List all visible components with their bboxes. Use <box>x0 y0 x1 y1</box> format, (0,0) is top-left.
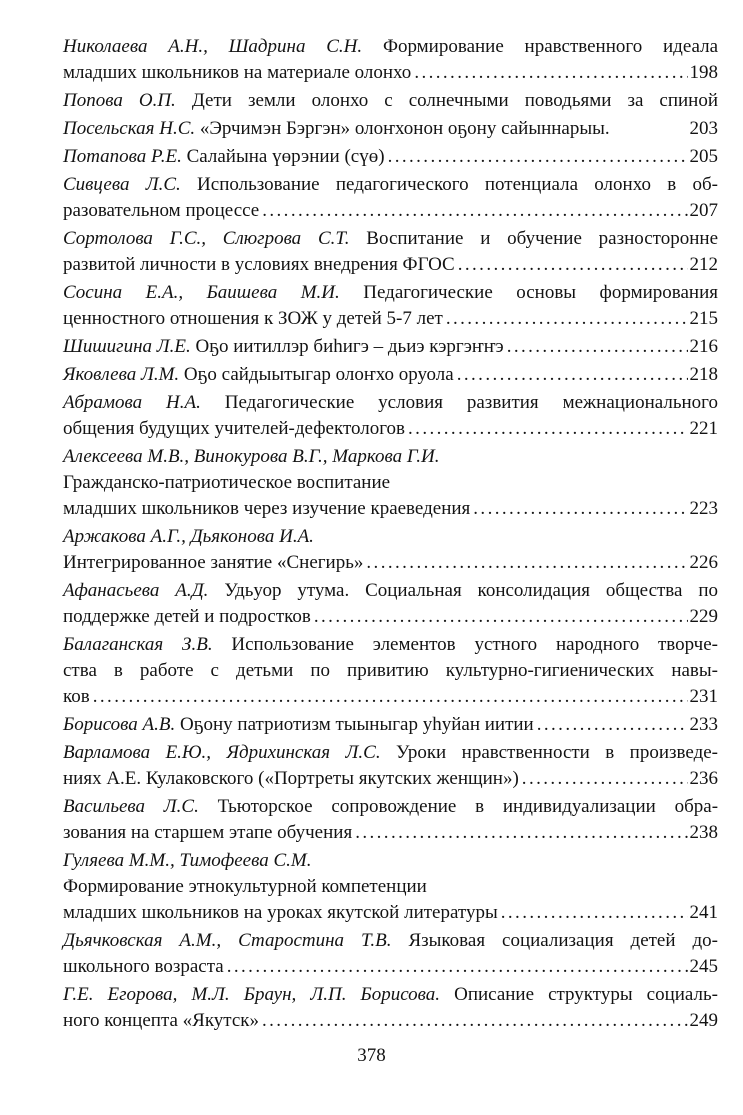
entry-page-number: 223 <box>689 498 718 519</box>
dot-leader <box>458 252 688 278</box>
entry-title: зования на старшем этапе обучения <box>63 822 353 843</box>
toc-line <box>63 1008 718 1034</box>
toc-line <box>63 144 718 170</box>
entry-text <box>63 116 610 142</box>
entry-text <box>63 1008 259 1034</box>
entry-author: Посельская Н.С. <box>63 118 196 139</box>
entry-author: Попова О.П. <box>63 90 176 111</box>
entry-author: Сивцева Л.С. <box>63 174 181 195</box>
toc-line <box>63 116 718 142</box>
entry-title: Формирование нравственного идеала <box>382 36 718 57</box>
entry-title: Гражданско-патриотическое воспитание <box>63 472 391 493</box>
entry-author: Г.Е. Егорова, М.Л. Браун, Л.П. Борисова. <box>63 984 441 1005</box>
toc-line <box>63 820 718 846</box>
entry-title: Использование элементов устного народного творче- <box>231 634 718 655</box>
toc-line <box>63 604 718 630</box>
toc-line <box>63 34 718 60</box>
toc-line <box>63 444 718 470</box>
toc-line <box>63 198 718 224</box>
dot-leader <box>93 684 688 710</box>
entry-page-number: 205 <box>689 146 718 167</box>
entry-title: Педагогические основы формирования <box>363 282 718 303</box>
entry-title: Формирование этнокультурной компетенции <box>63 876 427 897</box>
entry-title: общения будущих учителей-дефектологов <box>63 418 406 439</box>
entry-title: младших школьников на уроках якутской литературы <box>63 902 498 923</box>
entry-text <box>63 766 519 792</box>
toc-line <box>63 900 718 926</box>
toc-line <box>63 496 718 522</box>
entry-author: Николаева А.Н., Шадрина С.Н. <box>63 36 363 57</box>
toc-line <box>63 848 718 874</box>
dot-leader <box>537 712 688 738</box>
entry-author: Абрамова Н.А. <box>63 392 201 413</box>
entry-title: ков <box>63 686 90 707</box>
dot-leader <box>414 60 687 86</box>
entry-title: ценностного отношения к ЗОЖ у детей 5-7 лет <box>63 308 443 329</box>
toc-line <box>63 88 718 114</box>
toc-entry <box>63 88 718 114</box>
entry-page-number: 207 <box>689 200 718 221</box>
entry-page-number: 215 <box>689 308 718 329</box>
entry-author: Борисова А.В. <box>63 714 176 735</box>
toc-line <box>63 60 718 86</box>
entry-title: Педагогические условия развития межнационального <box>224 392 718 413</box>
entry-page-number: 236 <box>689 768 718 789</box>
entry-title: ства в работе с детьми по привитию культурно-гигиенических навы- <box>63 660 718 681</box>
entry-title: развитой личности в условиях внедрения ФГОС <box>63 254 455 275</box>
entry-author: Балаганская З.В. <box>63 634 213 655</box>
toc-line <box>63 334 718 360</box>
entry-page-number: 231 <box>689 686 718 707</box>
entry-page-number: 221 <box>689 418 718 439</box>
entry-title: Уроки нравственности в произведе- <box>396 742 718 763</box>
entry-author: Яковлева Л.М. <box>63 364 180 385</box>
toc-line <box>63 658 718 684</box>
entry-title: младших школьников через изучение краеведения <box>63 498 471 519</box>
toc-line <box>63 306 718 332</box>
entry-title: Воспитание и обучение разносторонне <box>366 228 718 249</box>
entry-author: Дьячковская А.М., Старостина Т.В. <box>63 930 392 951</box>
entry-text <box>63 306 443 332</box>
entry-author: Сосина Е.А., Баишева М.И. <box>63 282 340 303</box>
toc-entry <box>63 172 718 224</box>
entry-text <box>63 198 259 224</box>
leader-spacer <box>610 116 690 142</box>
dot-leader <box>388 144 688 170</box>
toc-entry <box>63 280 718 332</box>
dot-leader <box>507 334 688 360</box>
dot-leader <box>262 1008 688 1034</box>
toc-line <box>63 766 718 792</box>
entry-author: Потапова Р.Е. <box>63 146 182 167</box>
entry-title: поддержке детей и подростков <box>63 606 311 627</box>
entry-text <box>63 820 352 846</box>
entry-author: Афанасьева А.Д. <box>63 580 209 601</box>
entry-page-number: 226 <box>689 552 718 573</box>
entry-title: Оҕо иитиллэр биһигэ – дьиэ кэргэҥҥэ <box>195 336 504 357</box>
dot-leader <box>314 604 688 630</box>
entry-text <box>63 144 385 170</box>
toc-line <box>63 550 718 576</box>
entry-page-number: 203 <box>689 118 718 139</box>
dot-leader <box>366 550 687 576</box>
toc-entry <box>63 34 718 86</box>
toc-entry <box>63 144 718 170</box>
toc-entry <box>63 794 718 846</box>
entry-page-number: 249 <box>689 1010 718 1031</box>
entry-page-number: 212 <box>689 254 718 275</box>
entry-author: Шишигина Л.Е. <box>63 336 191 357</box>
toc-entry <box>63 524 718 576</box>
entry-text <box>63 604 311 630</box>
toc-line <box>63 684 718 710</box>
toc-line <box>63 226 718 252</box>
toc-line <box>63 280 718 306</box>
entry-title: Удьуор утума. Социальная консолидация общества по <box>224 580 719 601</box>
toc-entry <box>63 848 718 926</box>
entry-title: разовательном процессе <box>63 200 260 221</box>
entry-text <box>63 496 470 522</box>
entry-page-number: 218 <box>689 364 718 385</box>
entry-page-number: 216 <box>689 336 718 357</box>
entry-text <box>63 334 504 360</box>
entry-author: Сортолова Г.С., Слюгрова С.Т. <box>63 228 350 249</box>
entry-text <box>63 684 90 710</box>
toc-line <box>63 632 718 658</box>
toc-line <box>63 390 718 416</box>
toc-line <box>63 982 718 1008</box>
toc-line <box>63 416 718 442</box>
toc-line <box>63 954 718 980</box>
entry-text <box>63 416 405 442</box>
entry-title: Описание структуры социаль- <box>454 984 718 1005</box>
entry-title: «Эрчимэн Бэргэн» олоҥхонон оҕону сайыннарыы. <box>199 118 610 139</box>
entry-page-number: 238 <box>689 822 718 843</box>
dot-leader <box>227 954 688 980</box>
entry-title: ниях А.Е. Кулаковского («Портреты якутских женщин») <box>63 768 519 789</box>
entry-title: Оҕо сайдыытыгар олоҥхо оруола <box>183 364 454 385</box>
toc-entry <box>63 632 718 710</box>
dot-leader <box>262 198 687 224</box>
entry-page-number: 198 <box>689 62 718 83</box>
toc-line <box>63 524 718 550</box>
entry-title: Тьюторское сопровождение в индивидуализации обра- <box>217 796 719 817</box>
entry-text <box>63 712 534 738</box>
entry-author: Аржакова А.Г., Дьяконова И.А. <box>63 526 314 547</box>
dot-leader <box>522 766 688 792</box>
toc-line <box>63 928 718 954</box>
entry-title: младших школьников на материале олонхо <box>63 62 412 83</box>
entry-author: Гуляева М.М., Тимофеева С.М. <box>63 850 312 871</box>
toc-line <box>63 578 718 604</box>
entry-page-number: 233 <box>689 714 718 735</box>
entry-title: Использование педагогического потенциала олонхо в об- <box>197 174 718 195</box>
entry-page-number: 229 <box>689 606 718 627</box>
entry-title: Дети земли олонхо с солнечными поводьями за спиной <box>191 90 719 111</box>
toc-entry <box>63 390 718 442</box>
dot-leader <box>355 820 687 846</box>
page-footer <box>0 1043 743 1069</box>
toc-line <box>63 470 718 496</box>
dot-leader <box>408 416 687 442</box>
toc-entry <box>63 362 718 388</box>
dot-leader <box>457 362 688 388</box>
toc-entry <box>63 334 718 360</box>
entry-title: Салайына үөрэнии (сүө) <box>186 146 385 167</box>
toc-line <box>63 794 718 820</box>
entry-text <box>63 550 363 576</box>
toc-entry <box>63 226 718 278</box>
toc-line <box>63 712 718 738</box>
entry-title: Оҕону патриотизм тыыныгар уһуйан иитии <box>180 714 534 735</box>
page-number-footer: 378 <box>357 1045 386 1066</box>
toc-entry <box>63 982 718 1034</box>
entry-author: Васильева Л.С. <box>63 796 199 817</box>
entry-text <box>63 954 224 980</box>
toc-line <box>63 252 718 278</box>
entry-title: ного концепта «Якутск» <box>63 1010 259 1031</box>
toc-line <box>63 172 718 198</box>
toc-entry <box>63 578 718 630</box>
dot-leader <box>473 496 687 522</box>
toc-line <box>63 740 718 766</box>
entry-title: школьного возраста <box>63 956 224 977</box>
toc-entry <box>63 928 718 980</box>
entry-author: Алексеева М.В., Винокурова В.Г., Маркова Г.И. <box>63 446 440 467</box>
toc-entry <box>63 740 718 792</box>
entry-author: Варламова Е.Ю., Ядрихинская Л.С. <box>63 742 381 763</box>
toc-line <box>63 362 718 388</box>
entry-title: Интегрированное занятие «Снегирь» <box>63 552 364 573</box>
entry-title: Языковая социализация детей до- <box>408 930 718 951</box>
toc-line <box>63 874 718 900</box>
entry-text <box>63 252 455 278</box>
dot-leader <box>446 306 688 332</box>
toc-entry <box>63 712 718 738</box>
dot-leader <box>501 900 688 926</box>
entry-text <box>63 900 498 926</box>
toc-entry <box>63 116 718 142</box>
entry-text <box>63 60 411 86</box>
entry-text <box>63 362 454 388</box>
entry-page-number: 245 <box>689 956 718 977</box>
entry-page-number: 241 <box>689 902 718 923</box>
toc-entry <box>63 444 718 522</box>
